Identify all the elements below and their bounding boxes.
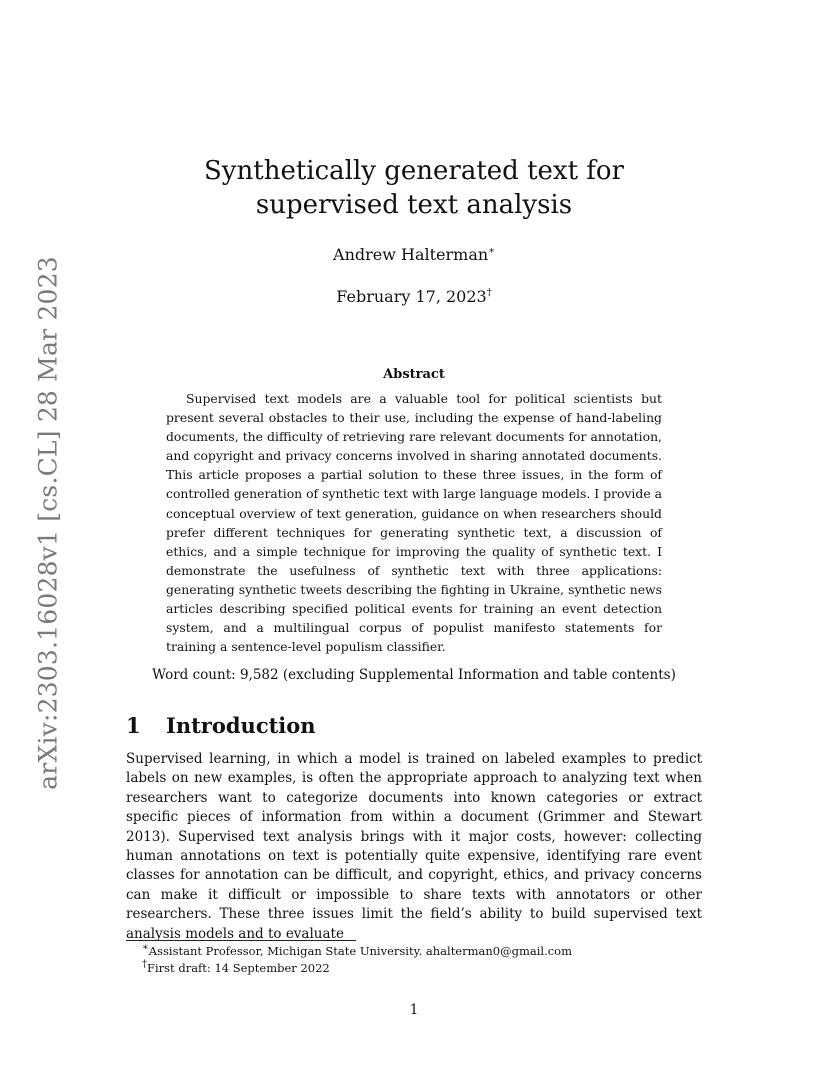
word-count: Word count: 9,582 (excluding Supplemental Information and table contents) (152, 667, 676, 683)
footnote-mark: † (142, 959, 147, 971)
arxiv-identifier: arXiv:2303.16028v1 [cs.CL] 28 Mar 2023 (33, 256, 63, 790)
date-line (130, 286, 698, 308)
paper-title: Synthetically generated text for supervised text analysis (204, 156, 624, 220)
abstract-body: Supervised text models are a valuable tool for political scientists but present several obstacles to their use, including the expense of hand-labeling documents, the difficulty of retrieving rare relevant documents for annotation, and copyright and privacy concerns involved in sharing annotated documents. This article proposes a partial solution to these three issues, in the form of controlled generation of synthetic text with large language models. I provide a conceptual overview of text generation, guidance on when researchers should prefer different techniques for generating synthetic text, a discussion of ethics, and a simple technique for improving the quality of synthetic text. I demonstrate the usefulness of synthetic text with three applications: generating synthetic tweets describing the fighting in Ukraine, synthetic news articles describing specified political events for training an event detection system, and a multilingual corpus of populist manifesto statements for training a sentence-level populism classifier. (166, 391, 662, 655)
author-line (130, 244, 698, 266)
section-number: 1 (126, 713, 141, 738)
footnote (142, 960, 702, 976)
page-number: 1 (409, 1002, 419, 1018)
footnote-text: Assistant Professor, Michigan State University. ahalterman0@gmail.com (148, 944, 573, 958)
footnote-text: First draft: 14 September 2022 (147, 961, 330, 975)
author-footnote-mark: ∗ (488, 245, 495, 257)
abstract-heading: Abstract (383, 367, 445, 382)
introduction-body: Supervised learning, in which a model is trained on labeled examples to predict labels on new examples, is often the appropriate approach to analyzing text when researchers want to categorize documents into known categories or extract specific pieces of information from within a document (Grimmer and Stewart 2013). Supervised text analysis brings with it major costs, however: collecting human annotations on text is potentially quite expensive, identifying rare event classes for annotation can be difficult, and copyright, ethics, and privacy concerns can make it difficult or impossible to share texts with annotators or other researchers. These three issues limit the field’s ability to build supervised text analysis models and to evaluate (126, 751, 702, 942)
section-heading (126, 712, 316, 740)
section-title: Introduction (166, 713, 316, 738)
footnote (142, 943, 702, 959)
footnote-mark: ∗ (142, 942, 149, 954)
date-footnote-mark: † (486, 287, 492, 299)
paper-date: February 17, 2023 (336, 287, 487, 306)
footnote-rule (126, 940, 356, 941)
author-name: Andrew Halterman (333, 245, 489, 264)
